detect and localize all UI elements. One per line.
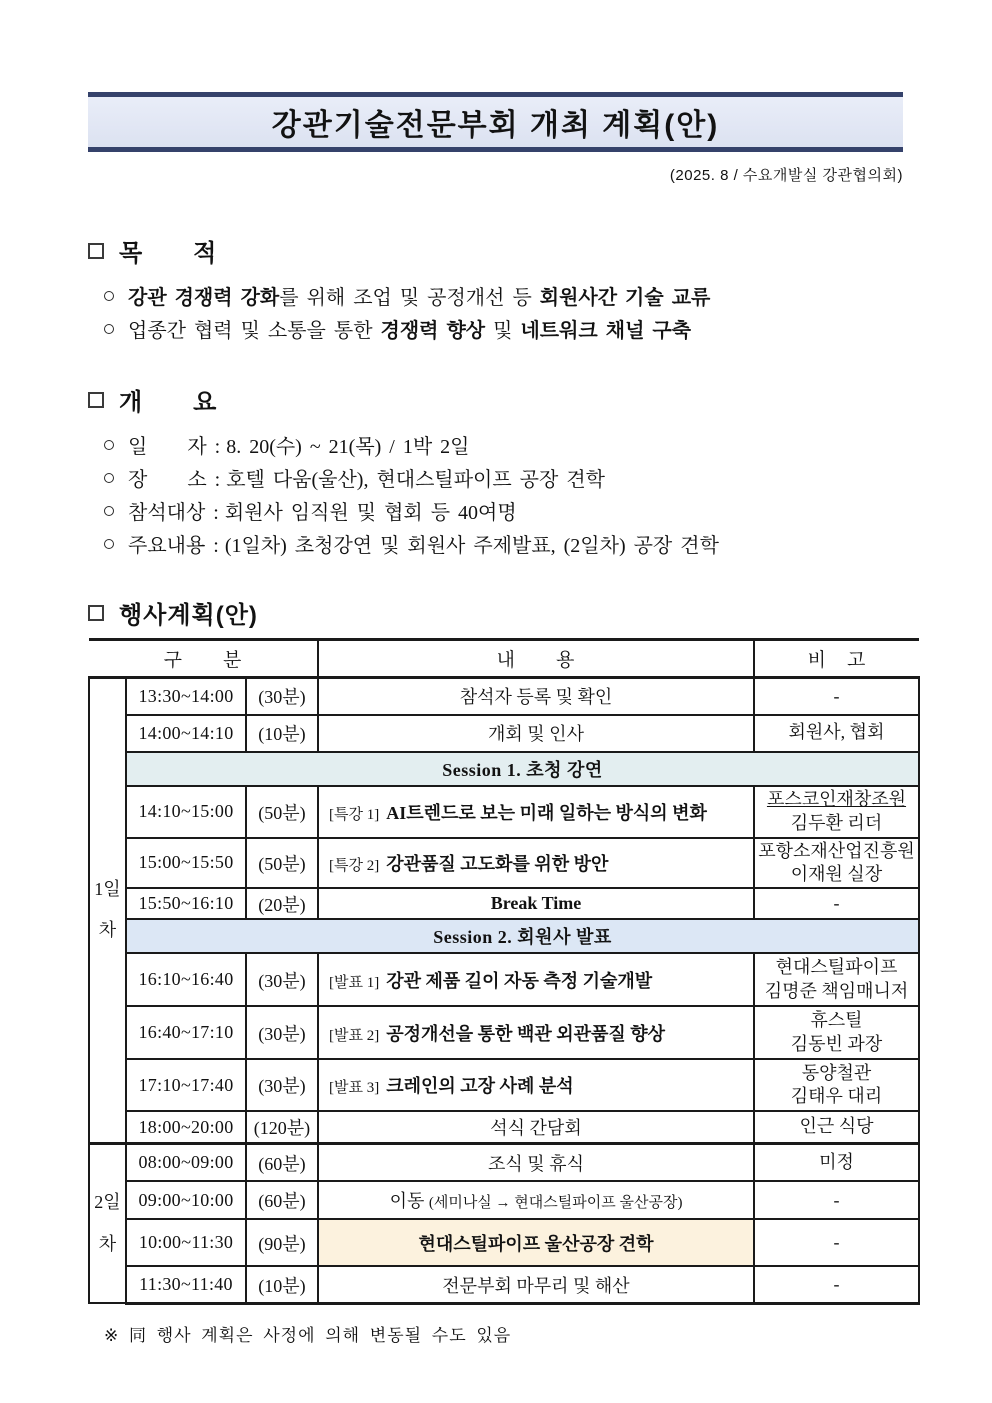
table-row [89,888,919,919]
note-cell [754,1059,919,1111]
overview-label: 주요내용 [128,535,206,557]
session2-header-row [89,919,919,953]
col-header-content: 내 용 [318,640,754,678]
note-cell: - [754,1181,919,1219]
talk-title: 강관품질 고도화를 위한 방안 [386,853,609,874]
overview-item-contents: 주요내용 : (1일차) 초청강연 및 회원사 주제발표, (2일차) 공장 견학 [104,530,918,563]
session1-header-row [89,752,919,786]
content-cell [318,953,754,1006]
square-bullet-icon [88,605,104,621]
duration-cell: (30분) [246,678,318,715]
duration-cell: (120분) [246,1111,318,1143]
note-cell [754,953,919,1006]
duration-cell: (30분) [246,953,318,1006]
speaker-name: 김두환 리더 [790,812,883,833]
duration-cell: (50분) [246,838,318,889]
note-cell: - [754,888,919,919]
note-cell: 회원사, 협회 [754,715,919,752]
purpose-heading-label: 목 적 [119,240,218,267]
talk-title: 공정개선을 통한 백관 외관품질 향상 [386,1023,666,1044]
overview-value: (1일차) 초청강연 및 회원사 주제발표, (2일차) 공장 견학 [224,535,719,557]
speaker-name: 김태우 대리 [790,1086,883,1107]
time-cell: 15:00~15:50 [126,838,246,889]
duration-cell: (30분) [246,1059,318,1111]
table-row [89,1111,919,1143]
duration-cell: (60분) [246,1143,318,1181]
speaker-org: 동양철관 [801,1062,872,1083]
content-cell [318,1059,754,1111]
purpose-bullet-2 [104,315,918,348]
time-cell: 18:00~20:00 [126,1111,246,1143]
time-cell: 09:00~10:00 [126,1181,246,1219]
speaker-name: 이재원 실장 [790,863,883,884]
talk-title: 강관 제품 길이 자동 측정 기술개발 [386,970,653,991]
note-cell: - [754,1266,919,1303]
table-row [89,953,919,1006]
duration-cell: (90분) [246,1219,318,1266]
circle-bullet-icon [104,440,114,450]
speaker-name: 김명준 책임매니저 [764,980,909,1001]
day1-cell: 1일차 [89,678,126,1144]
talk-tag: [발표 1] [329,974,380,991]
content-cell [318,838,754,889]
note-cell [754,838,919,889]
title-banner [88,92,903,152]
overview-label: 장 소 [128,469,207,491]
table-row [89,678,919,715]
duration-cell: (10분) [246,1266,318,1303]
talk-tag: [발표 3] [329,1080,380,1097]
speaker-org: 휴스틸 [810,1010,863,1031]
schedule-table [88,638,920,1305]
content-cell [318,786,754,838]
time-cell: 15:50~16:10 [126,888,246,919]
section-heading-purpose [88,233,918,268]
time-cell: 10:00~11:30 [126,1219,246,1266]
talk-title: 크레인의 고장 사례 분석 [386,1076,574,1097]
speaker-org: 포항소재산업진흥원 [758,840,915,861]
content-detail: (세미나실 → 현대스틸파이프 울산공장) [428,1195,683,1212]
time-cell: 14:00~14:10 [126,715,246,752]
table-row [89,1006,919,1059]
content-cell [318,1181,754,1219]
circle-bullet-icon [104,473,114,483]
talk-title: AI트렌드로 보는 미래 일하는 방식의 변화 [386,802,707,823]
table-row [89,715,919,752]
talk-tag: [특강 1] [329,806,380,823]
content-cell: Break Time [318,888,754,919]
table-row [89,1266,919,1303]
speaker-org: 포스코인재창조원 [766,789,907,810]
table-row [89,1181,919,1219]
overview-heading-label: 개 요 [119,389,218,416]
day2-cell: 2일차 [89,1143,126,1303]
circle-bullet-icon [104,539,114,549]
time-cell: 11:30~11:40 [126,1266,246,1303]
time-cell: 14:10~15:00 [126,786,246,838]
content-cell: 개회 및 인사 [318,715,754,752]
duration-cell: (60분) [246,1181,318,1219]
overview-value: 회원사 임직원 및 협회 등 40여명 [224,502,517,524]
talk-tag: [특강 2] [329,857,380,874]
plan-heading-label: 행사계획(안) [119,602,258,629]
note-cell: 인근 식당 [754,1111,919,1143]
time-cell: 08:00~09:00 [126,1143,246,1181]
purpose-bullets [104,282,918,348]
speaker-org: 현대스틸파이프 [775,957,898,978]
table-header-row [89,640,919,678]
note-cell [754,1006,919,1059]
note-cell: - [754,678,919,715]
overview-label: 참석대상 [128,502,206,524]
note-cell: - [754,1219,919,1266]
time-cell: 13:30~14:00 [126,678,246,715]
section-heading-overview [88,382,918,417]
circle-bullet-icon [104,506,114,516]
purpose-bullet-1 [104,282,918,315]
circle-bullet-icon [104,291,114,301]
note-cell [754,786,919,838]
table-row [89,838,919,889]
table-row [89,1219,919,1266]
section-heading-plan [88,595,918,630]
col-header-group: 구 분 [89,640,318,678]
time-cell: 17:10~17:40 [126,1059,246,1111]
speaker-name: 김동빈 과장 [790,1033,883,1054]
content-cell: 조식 및 휴식 [318,1143,754,1181]
note-cell: 미정 [754,1143,919,1181]
overview-item-date: 일 자 : 8. 20(수) ~ 21(목) / 1박 2일 [104,431,918,464]
time-cell: 16:40~17:10 [126,1006,246,1059]
duration-cell: (20분) [246,888,318,919]
table-row [89,1143,919,1181]
duration-cell: (50분) [246,786,318,838]
time-cell: 16:10~16:40 [126,953,246,1006]
overview-item-attendees: 참석대상 : 회원사 임직원 및 협회 등 40여명 [104,497,918,530]
content-cell: 석식 간담회 [318,1111,754,1143]
duration-cell: (30분) [246,1006,318,1059]
purpose-bullet-1-text: 강관 경쟁력 강화를 위해 조업 및 공정개선 등 회원사간 기술 교류 [128,287,711,309]
footer-note: ※ 同 행사 계획은 사정에 의해 변동될 수도 있음 [104,1325,512,1345]
overview-item-place: 장 소 : 호텔 다움(울산), 현대스틸파이프 공장 견학 [104,464,918,497]
page-title: 강관기술전문부회 개최 계획(안) [271,109,720,142]
session1-label: Session 1. 초청 강연 [126,752,919,786]
document-subtitle: (2025. 8 / 수요개발실 강관협의회) [669,167,903,184]
table-row [89,1059,919,1111]
purpose-bullet-2-text: 업종간 협력 및 소통을 통한 경쟁력 향상 및 네트워크 채널 구축 [128,320,692,342]
content-cell: 전문부회 마무리 및 해산 [318,1266,754,1303]
circle-bullet-icon [104,324,114,334]
square-bullet-icon [88,392,104,408]
content-cell: 참석자 등록 및 확인 [318,678,754,715]
overview-value: 호텔 다움(울산), 현대스틸파이프 공장 견학 [226,469,605,491]
col-header-note: 비 고 [754,640,919,678]
overview-items [104,431,918,563]
overview-value: 8. 20(수) ~ 21(목) / 1박 2일 [226,436,470,458]
session2-label: Session 2. 회원사 발표 [126,919,919,953]
content-main: 이동 [389,1191,425,1212]
overview-label: 일 자 [128,436,207,458]
content-cell-highlighted: 현대스틸파이프 울산공장 견학 [318,1219,754,1266]
square-bullet-icon [88,243,104,259]
content-cell [318,1006,754,1059]
talk-tag: [발표 2] [329,1027,380,1044]
duration-cell: (10분) [246,715,318,752]
table-row [89,786,919,838]
